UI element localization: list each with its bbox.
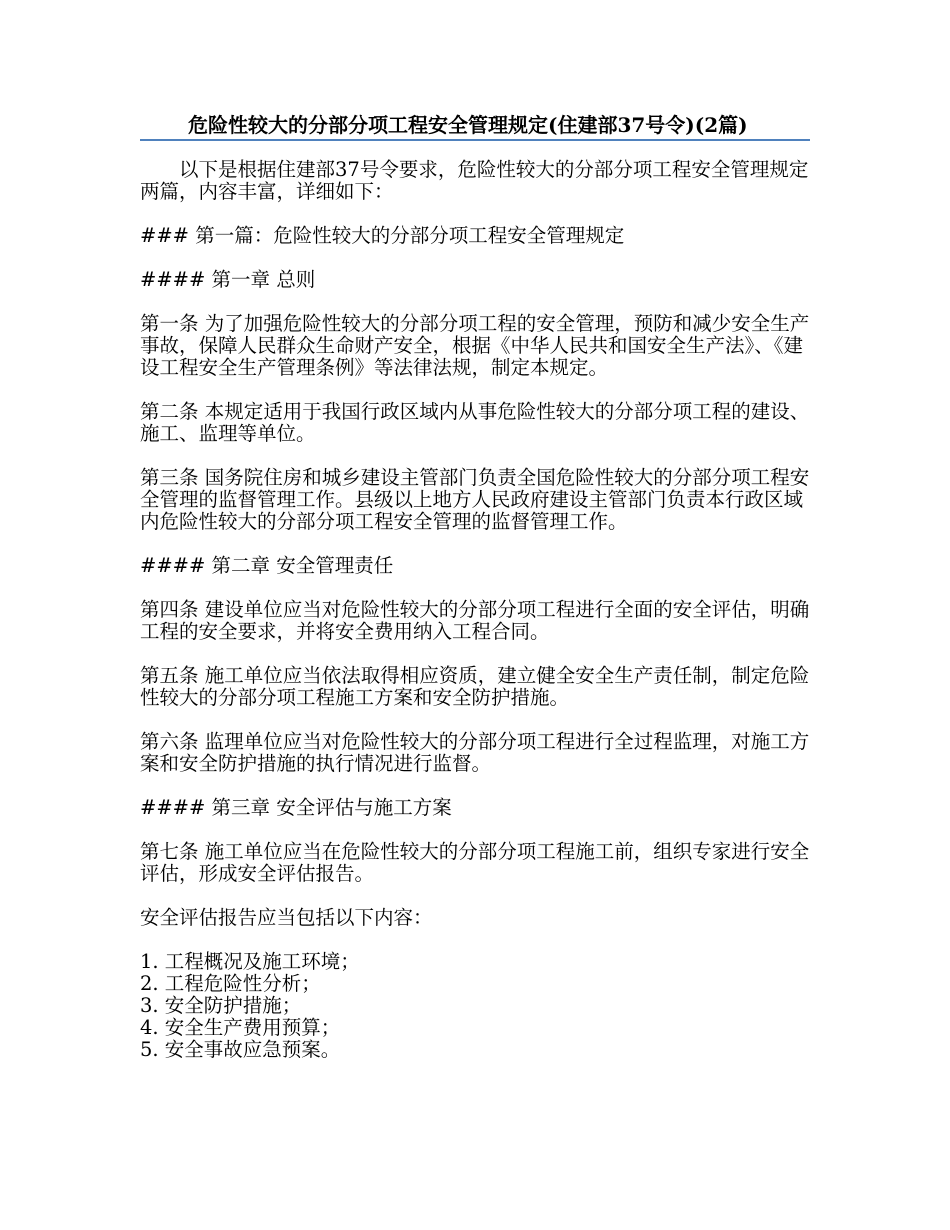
list-item: 1. 工程概况及施工环境； — [140, 950, 360, 973]
list-item: 3. 安全防护措施； — [140, 994, 302, 1017]
document-title: 危险性较大的分部分项工程安全管理规定(住建部37号令)(2篇) — [188, 113, 748, 137]
article-1: 第一条 为了加强危险性较大的分部分项工程的安全管理，预防和减少安全生产事故，保障人民群众生命财产安全，根据《中华人民共和国安全生产法》、《建设工程安全生产管理条例》等法律法规，制定本规定。 — [140, 312, 810, 379]
article-2: 第二条 本规定适用于我国行政区域内从事危险性较大的分部分项工程的建设、施工、监理等单位。 — [140, 400, 810, 445]
list-item: 4. 安全生产费用预算； — [140, 1016, 341, 1039]
chapter-heading-1: #### 第一章 总则 — [140, 268, 316, 291]
list-item: 5. 安全事故应急预案。 — [140, 1038, 341, 1061]
list-item: 2. 工程危险性分析； — [140, 972, 321, 995]
title-underline — [140, 139, 810, 141]
article-4: 第四条 建设单位应当对危险性较大的分部分项工程进行全面的安全评估，明确工程的安全要求，并将安全费用纳入工程合同。 — [140, 598, 810, 643]
chapter-heading-3: #### 第三章 安全评估与施工方案 — [140, 796, 452, 819]
article-3: 第三条 国务院住房和城乡建设主管部门负责全国危险性较大的分部分项工程安全管理的监督管理工作。县级以上地方人民政府建设主管部门负责本行政区域内危险性较大的分部分项工程安全管理的监督管理工作。 — [140, 466, 810, 533]
part-heading: ### 第一篇：危险性较大的分部分项工程安全管理规定 — [140, 224, 625, 247]
intro-paragraph: 以下是根据住建部37号令要求，危险性较大的分部分项工程安全管理规定两篇，内容丰富，详细如下： — [140, 158, 809, 203]
article-6: 第六条 监理单位应当对危险性较大的分部分项工程进行全过程监理，对施工方案和安全防护措施的执行情况进行监督。 — [140, 730, 810, 775]
article-5: 第五条 施工单位应当依法取得相应资质，建立健全安全生产责任制，制定危险性较大的分部分项工程施工方案和安全防护措施。 — [140, 664, 810, 709]
article-7: 第七条 施工单位应当在危险性较大的分部分项工程施工前，组织专家进行安全评估，形成安全评估报告。 — [140, 840, 810, 885]
report-contents-list — [140, 951, 812, 1061]
report-intro: 安全评估报告应当包括以下内容： — [140, 906, 433, 929]
document-body — [140, 159, 812, 1061]
chapter-heading-2: #### 第二章 安全管理责任 — [140, 554, 394, 577]
